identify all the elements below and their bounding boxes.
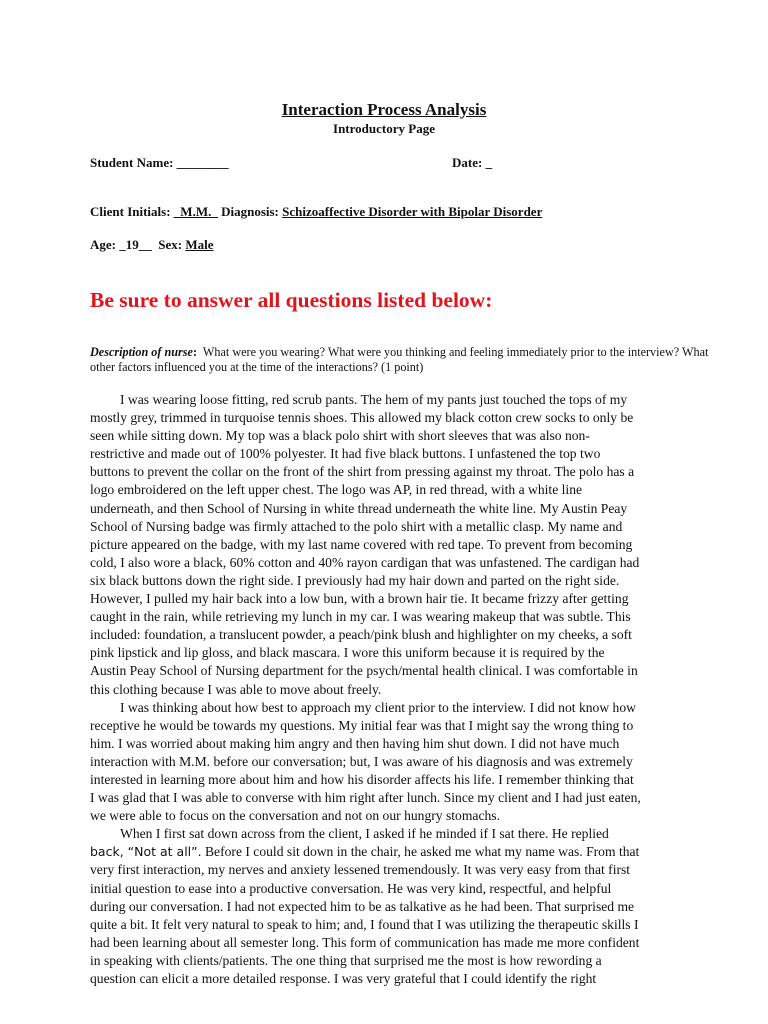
description-prompt <box>90 345 710 375</box>
essay-body <box>90 391 730 988</box>
age-value: _19__ <box>119 237 152 252</box>
body-line: him. I was worried about making him angry and then having him shut down. I did not have much <box>90 735 620 751</box>
body-line: I was wearing loose fitting, red scrub pants. The hem of my pants just touched the tops of my <box>120 392 628 407</box>
body-line: When I first sat down across from the client, I asked if he minded if I sat there. He replied <box>120 826 609 842</box>
body-line: picture appeared on the badge, with my last name covered with red tape. To prevent from becoming <box>90 536 633 552</box>
body-line: during our conversation. I had not expected him to be as talkative as he had been. That surprised me <box>90 898 635 914</box>
diagnosis-label: Diagnosis: <box>221 204 279 219</box>
body-line <box>90 843 730 861</box>
description-label: Description of nurse <box>90 345 193 359</box>
sex-label: Sex: <box>158 237 183 252</box>
page-subtitle: Introductory Page <box>333 121 435 136</box>
body-line: However, I pulled my hair back into a low bun, with a brown hair tie. It became frizzy after getting <box>90 591 629 607</box>
body-line: six black buttons down the right side. I previously had my hair down and parted on the right side. <box>90 572 620 588</box>
body-line: interaction with M.M. before our conversation; but, I was aware of his diagnosis and was extremely <box>90 753 633 769</box>
body-line: logo embroidered on the left upper chest. The logo was AP, in red thread, with a white line <box>90 482 583 498</box>
body-line: pink lipstick and lip gloss, and black mascara. I wore this uniform because it is required by the <box>90 645 605 661</box>
body-line: I was thinking about how best to approach my client prior to the interview. I did not know how <box>120 699 636 715</box>
age-label: Age: <box>90 237 116 252</box>
body-line: cold, I also wore a black, 60% cotton and 40% rayon cardigan that was unfastened. The cardigan had <box>90 554 640 570</box>
date-field <box>452 155 492 171</box>
sex-value: Male <box>185 237 214 252</box>
student-name-label: Student Name: <box>90 155 174 170</box>
title-text: Interaction Process Analysis <box>281 100 487 119</box>
student-name-value: ________ <box>176 155 229 170</box>
instruction-banner: Be sure to answer all questions listed below: <box>90 288 493 312</box>
body-line: restrictive and made out of 100% polyester. It had five black buttons. I unfastened the top two <box>90 446 601 462</box>
page-title <box>0 99 768 121</box>
diagnosis-value: Schizoaffective Disorder with Bipolar Disorder <box>282 204 543 219</box>
body-line: receptive he would be towards my questions. My initial fear was that I might say the wrong thing to <box>90 717 634 733</box>
body-line: underneath, and then School of Nursing in white thread underneath the white line. My Austin Peay <box>90 500 628 516</box>
body-line-text: Before I could sit down in the chair, he asked me what my name was. From that <box>201 844 640 860</box>
body-line: in speaking with clients/patients. The one thing that surprised me the most is how rewording a <box>90 952 602 968</box>
date-value: _ <box>485 155 493 170</box>
body-line: interested in learning more about him and how his disorder affects his life. I remember thinking that <box>90 771 634 787</box>
body-line: Austin Peay School of Nursing department for the psych/mental health clinical. I was comfortable in <box>90 663 638 679</box>
body-line: mostly grey, trimmed in turquoise tennis shoes. This allowed my black cotton crew socks to only be <box>90 410 634 426</box>
body-line: had been learning about all semester long. This form of communication has made me more confident <box>90 934 640 950</box>
body-line: included: foundation, a translucent powder, a peach/pink blush and highlighter on my cheeks, a soft <box>90 627 632 643</box>
description-colon: : <box>192 345 197 359</box>
body-line: question can elicit a more detailed response. I was very grateful that I could identify the right <box>90 971 597 986</box>
client-info-field <box>90 204 542 220</box>
body-line: caught in the rain, while retrieving my lunch in my car. I was wearing makeup that was subtle. This <box>90 609 631 625</box>
age-sex-field <box>90 237 214 253</box>
body-line: this clothing because I was able to move about freely. <box>90 681 382 697</box>
student-name-field <box>90 155 229 171</box>
date-label: Date: <box>452 155 483 170</box>
body-line: School of Nursing badge was firmly attached to the polo shirt with a metallic clasp. My name and <box>90 518 623 534</box>
body-line: we were able to focus on the conversation and not on our hungry stomachs. <box>90 808 500 824</box>
body-line: I was glad that I was able to converse with him right after lunch. Since my client and I had just eaten, <box>90 790 641 806</box>
body-line: quite a bit. It felt very natural to speak to him; and, I found that I was utilizing the therapeutic skills I <box>90 916 639 932</box>
client-initials-value: _M.M._ <box>173 204 218 219</box>
body-line: seen while sitting down. My top was a black polo shirt with short sleeves that was also non- <box>90 428 590 444</box>
body-line: initial question to ease into a productive conversation. He was very kind, respectful, and helpful <box>90 880 612 896</box>
quoted-reply: back, “Not at all”. <box>90 844 202 860</box>
client-initials-label: Client Initials: <box>90 204 171 219</box>
description-question: What were you wearing? What were you thinking and feeling immediately prior to the interview? What other factors influenced you at the time of the interactions? (1 point) <box>90 345 709 374</box>
body-line: buttons to prevent the collar on the front of the shirt from pressing against my throat. The polo has a <box>90 464 635 480</box>
body-line: very first interaction, my nerves and anxiety lessened tremendously. It was very easy from that first <box>90 862 631 878</box>
